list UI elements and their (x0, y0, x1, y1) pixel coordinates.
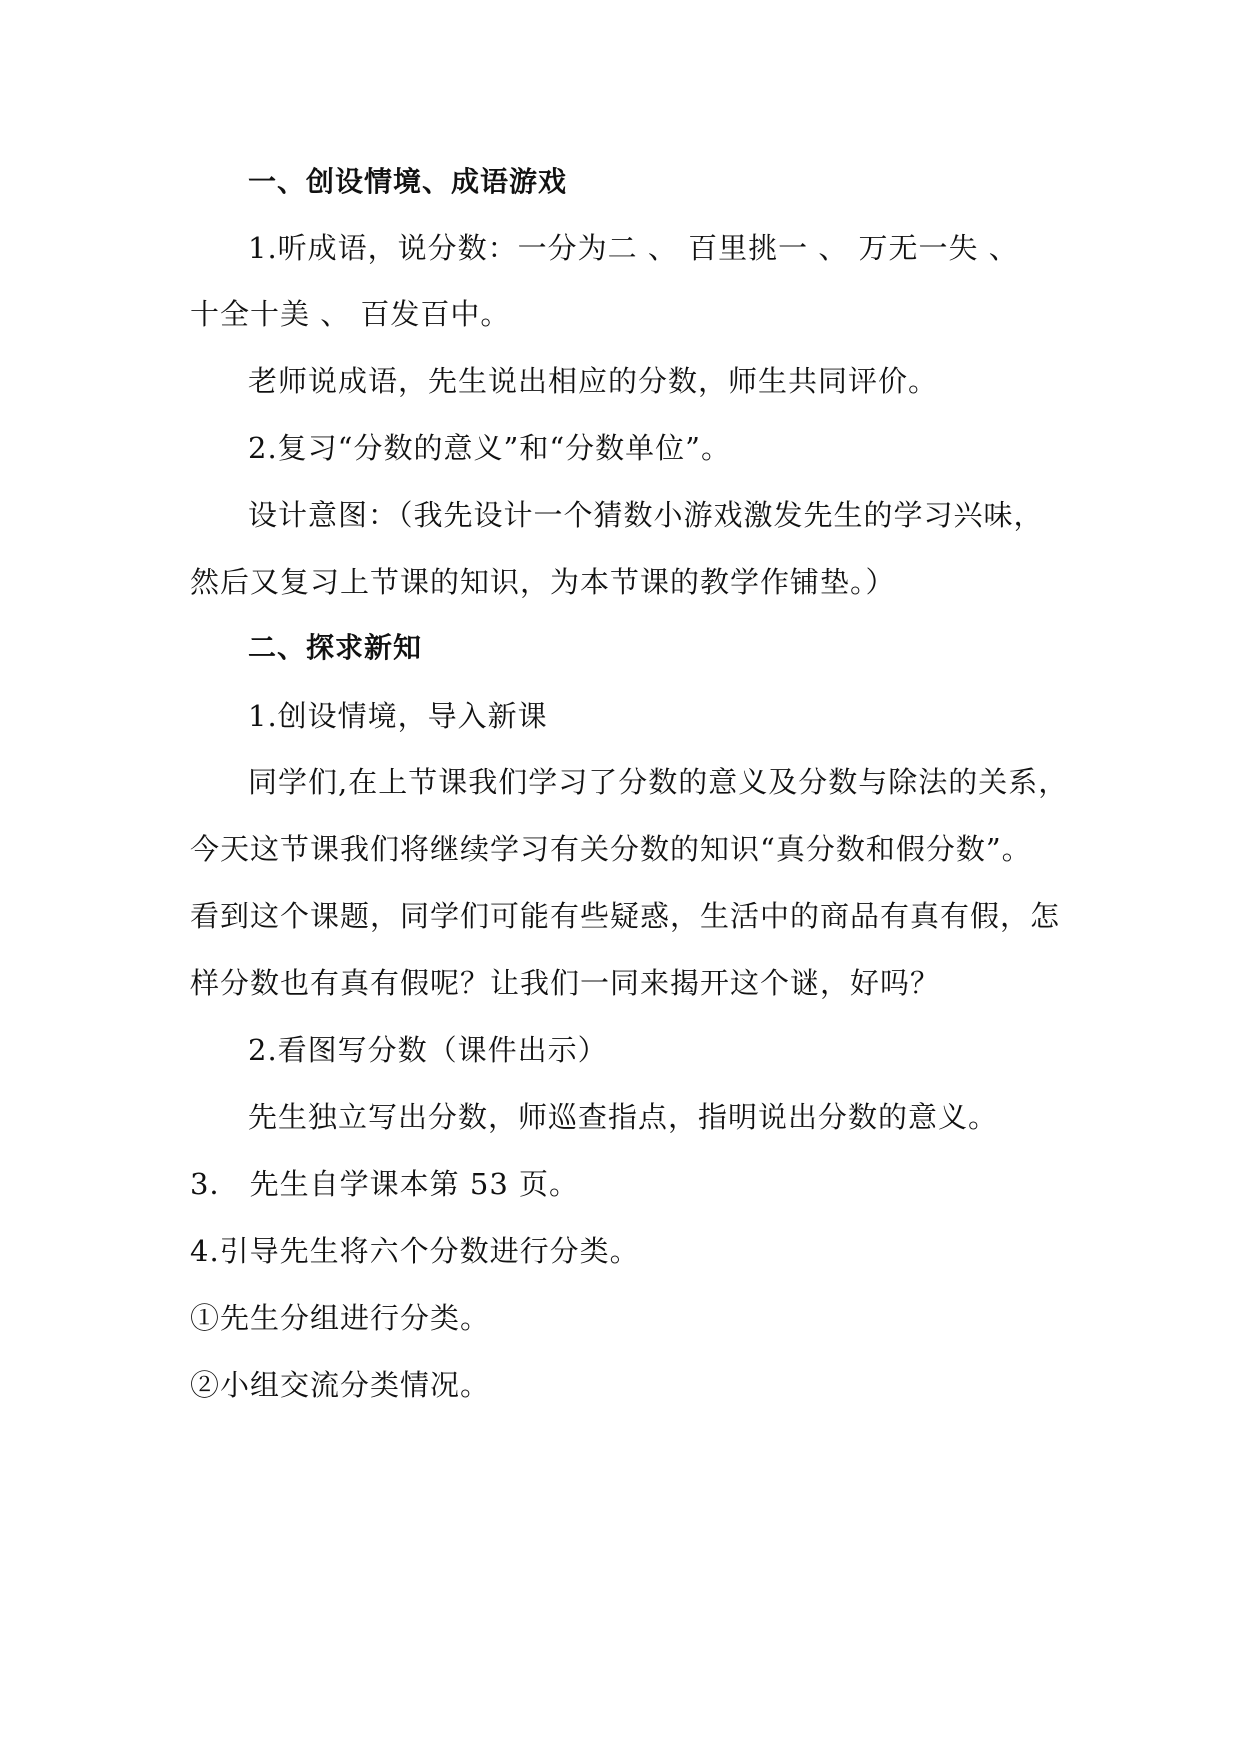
section-heading-2: 二、探求新知 (248, 631, 423, 664)
paragraph-review-item: 2.复习“分数的意义”和“分数单位”。 (248, 431, 731, 465)
subsection-4: 4.引导先生将六个分数进行分类。 (190, 1234, 640, 1268)
subsection-2: 2.看图写分数（课件出示） (248, 1033, 608, 1067)
subsection-3: 3． 先生自学课本第 53 页。 (190, 1167, 580, 1201)
paragraph-idioms-line-1: 1.听成语，说分数：一分为二 、 百里挑一 、 万无一失 、 (248, 231, 1019, 265)
step-2: ②小组交流分类情况。 (190, 1368, 491, 1402)
paragraph-intro-line-2: 今天这节课我们将继续学习有关分数的知识“真分数和假分数”。 (190, 832, 1032, 866)
step-1: ①先生分组进行分类。 (190, 1301, 491, 1335)
paragraph-design-intent-line-1: 设计意图：（我先设计一个猜数小游戏激发先生的学习兴味， (248, 498, 1044, 532)
paragraph-subsection-2-detail: 先生独立写出分数，师巡查指点，指明说出分数的意义。 (248, 1100, 999, 1134)
paragraph-intro-line-1: 同学们,在上节课我们学习了分数的意义及分数与除法的关系， (248, 765, 1069, 799)
subsection-1: 1.创设情境，导入新课 (248, 699, 548, 733)
paragraph-idioms-line-2: 十全十美 、 百发百中。 (190, 297, 511, 331)
paragraph-teacher-note: 老师说成语，先生说出相应的分数，师生共同评价。 (248, 364, 939, 398)
section-heading-1: 一、创设情境、成语游戏 (248, 165, 568, 198)
paragraph-intro-line-4: 样分数也有真有假呢？让我们一同来揭开这个谜，好吗？ (190, 966, 941, 1000)
paragraph-intro-line-3: 看到这个课题，同学们可能有些疑惑，生活中的商品有真有假，怎 (190, 899, 1061, 933)
paragraph-design-intent-line-2: 然后又复习上节课的知识，为本节课的教学作铺垫。） (190, 565, 896, 599)
